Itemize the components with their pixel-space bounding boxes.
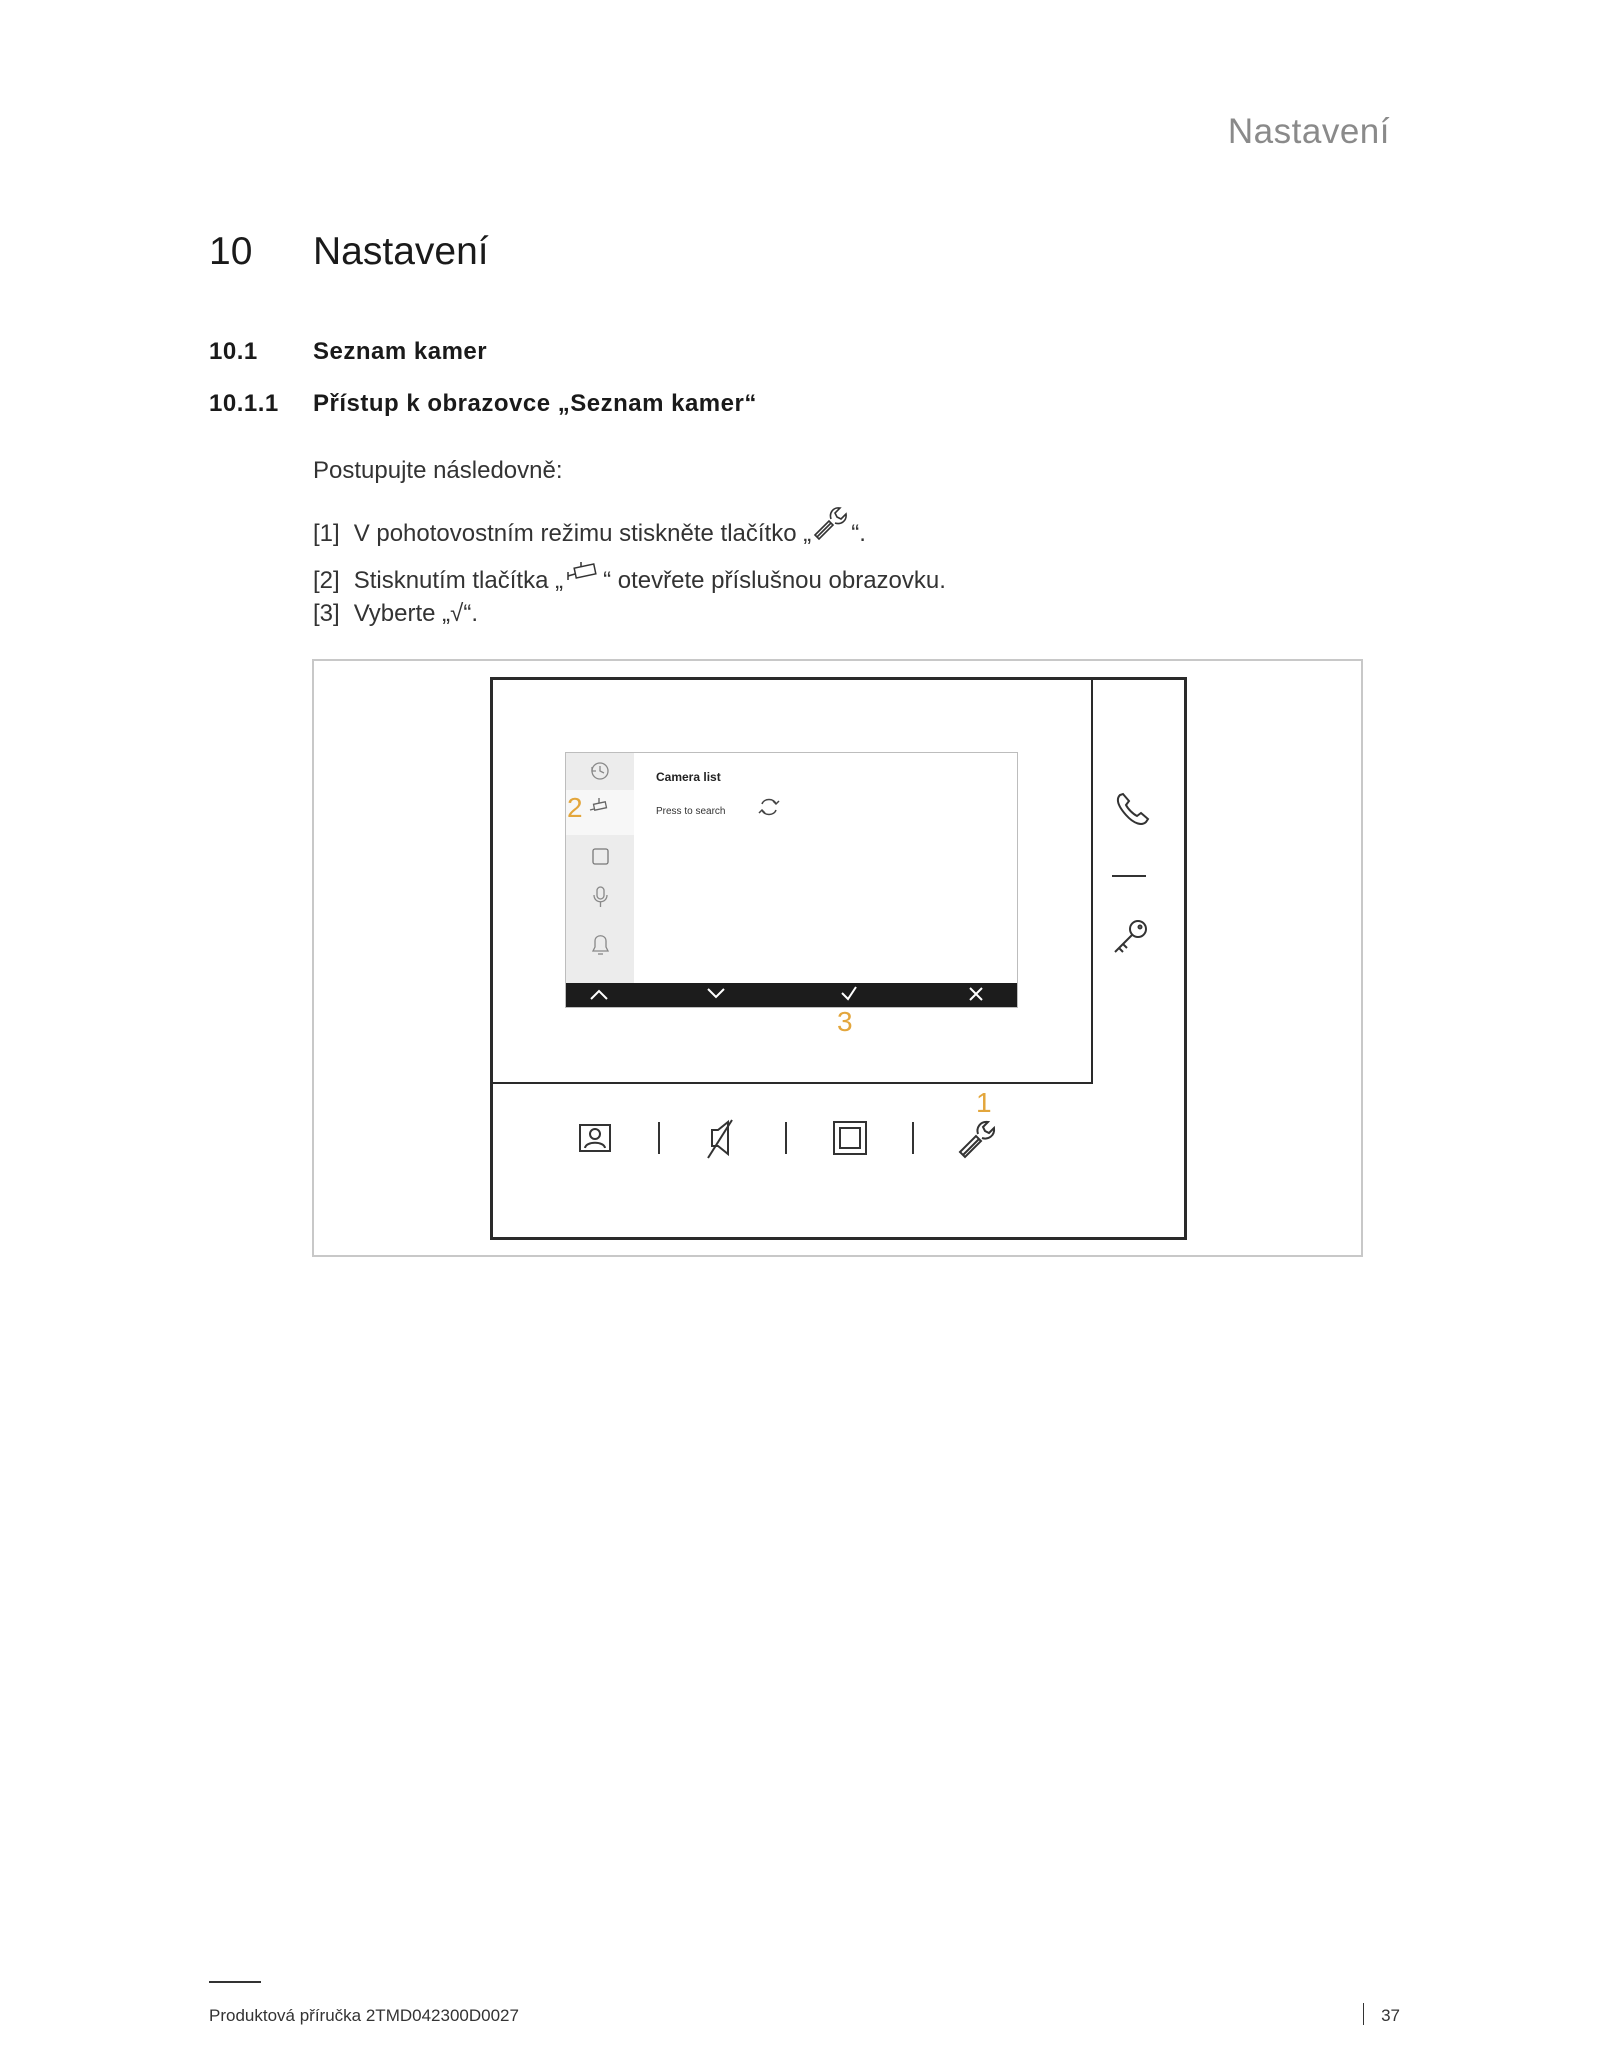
step-number: [3]	[313, 600, 340, 627]
up-arrow-icon	[591, 991, 607, 999]
footer-separator	[1363, 2003, 1364, 2025]
subsection-title: Přístup k obrazovce „Seznam kamer“	[313, 390, 757, 417]
running-header: Nastavení	[1227, 112, 1390, 151]
camera-menu-icon	[590, 798, 606, 810]
subsection-number: 10.1.1	[209, 390, 279, 417]
page-number: 37	[1381, 2006, 1400, 2025]
section-number: 10.1	[209, 338, 258, 365]
step-text-after: “ otevřete příslušnou obrazovku.	[603, 567, 946, 594]
mute-icon	[708, 1120, 732, 1158]
history-icon	[592, 763, 608, 779]
callout-1: 1	[976, 1087, 992, 1118]
key-icon	[1115, 921, 1146, 952]
callout-2: 2	[567, 792, 583, 823]
footer-doc-label: Produktová příručka 2TMD042300D0027	[209, 2006, 519, 2025]
step-number: [2]	[313, 567, 340, 594]
callout-3: 3	[837, 1006, 853, 1037]
press-to-search-label: Press to search	[656, 806, 726, 817]
step-text: Vyberte „√“.	[353, 600, 478, 627]
intercom-icon	[580, 1125, 610, 1151]
intro-text: Postupujte následovně:	[313, 457, 563, 484]
step-number: [1]	[313, 520, 340, 547]
footer-rule	[209, 1981, 261, 1983]
step-text-before: V pohotovostním režimu stiskněte tlačítko „	[353, 520, 812, 547]
step-text-before: Stisknutím tlačítka „	[353, 567, 564, 594]
chapter-title: Nastavení	[313, 230, 489, 273]
refresh-icon	[759, 800, 779, 815]
screen-toggle-icon	[834, 1122, 866, 1154]
step-text-after: “.	[851, 520, 866, 547]
section-title: Seznam kamer	[313, 338, 488, 365]
display-icon	[593, 849, 608, 864]
close-x-icon	[970, 988, 982, 1000]
settings-wrench-icon	[960, 1122, 994, 1157]
chapter-number: 10	[209, 230, 253, 273]
down-arrow-icon	[708, 989, 724, 997]
phone-icon	[1118, 794, 1148, 824]
microphone-icon	[594, 887, 607, 907]
check-icon	[842, 987, 856, 999]
camera-list-title: Camera list	[656, 770, 721, 784]
bell-icon	[593, 936, 608, 954]
